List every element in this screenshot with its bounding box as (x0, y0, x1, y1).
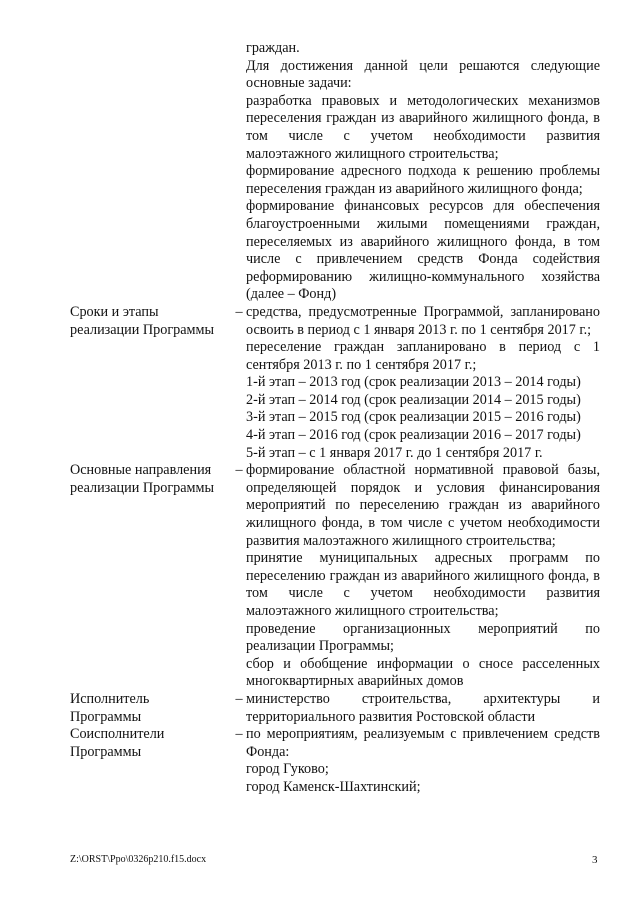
section-dash: – (235, 690, 243, 707)
intro-paragraph: формирование финансовых ресурсов для обеспечения благоустроенными жилыми помещениями граждан, переселяемых из аварийного жилищного фонда, в том числе с привлечением средств Фонда содействия реформированию жилищно-коммунального хозяйства (далее – Фонд) (246, 198, 600, 303)
section-label (70, 726, 232, 796)
section-value (246, 726, 600, 796)
section-label (70, 304, 232, 462)
passport-table (70, 40, 600, 797)
section-paragraph: проведение организационных мероприятий по реализации Программы; (246, 620, 600, 655)
section-timeline (70, 304, 600, 462)
intro-dash-cell (232, 40, 246, 304)
section-label-line: Программы (70, 743, 142, 760)
section-dash: – (235, 303, 243, 320)
page-number: 3 (592, 854, 598, 866)
section-paragraph: переселение граждан запланировано в период с 1 сентября 2013 г. по 1 сентября 2017 г.; (246, 339, 600, 373)
section-co-executors (70, 726, 600, 796)
section-label-line: Программы (70, 708, 142, 725)
intro-row (70, 40, 600, 304)
section-label (70, 462, 232, 691)
section-paragraph: по мероприятиям, реализуемым с привлечением средств Фонда: (246, 726, 600, 760)
section-dash: – (235, 726, 243, 743)
intro-paragraph: Для достижения данной цели решаются следующие основные задачи: (246, 57, 600, 92)
section-value (246, 462, 600, 691)
section-label (70, 691, 232, 726)
intro-value-cell (246, 40, 600, 304)
stage-line: 1-й этап – 2013 год (срок реализации 2013 – 2014 годы) (246, 374, 581, 391)
section-paragraph: город Каменск-Шахтинский; (246, 778, 421, 795)
section-label-line: Соисполнители (70, 726, 165, 743)
section-label-line: Исполнитель (70, 690, 150, 707)
section-paragraph: сбор и обобщение информации о сносе расселенных многоквартирных аварийных домов (246, 655, 600, 690)
section-dash: – (235, 462, 243, 479)
intro-label-cell (70, 40, 232, 304)
section-paragraph: формирование областной нормативной правовой базы, определяющей порядок и условия финансирования мероприятий по переселению граждан из аварийного жилищного фонда, в том числе с учетом необходимости развития малоэтажного жилищного строительства; (246, 462, 600, 549)
section-paragraph: город Гуково; (246, 761, 329, 778)
stage-line: 3-й этап – 2015 год (срок реализации 2015 – 2016 годы) (246, 409, 581, 426)
section-paragraph: министерство строительства, архитектуры и территориального развития Ростовской области (246, 690, 600, 725)
stage-line: 2-й этап – 2014 год (срок реализации 2014 – 2015 годы) (246, 391, 581, 408)
section-label-line: реализации Программы (70, 479, 215, 496)
stage-line: 4-й этап – 2016 год (срок реализации 2016 – 2017 годы) (246, 427, 581, 444)
section-label-line: реализации Программы (70, 321, 215, 338)
section-label-line: Основные направления (70, 462, 212, 479)
section-label-line: Сроки и этапы (70, 303, 159, 320)
stage-line: 5-й этап – с 1 января 2017 г. до 1 сентября 2017 г. (246, 444, 543, 461)
intro-paragraph: формирование адресного подхода к решению проблемы переселения граждан из аварийного жилищного фонда; (246, 163, 600, 197)
section-value (246, 304, 600, 462)
footer-file-path: Z:\ORST\Ppo\0326p210.f15.docx (70, 854, 207, 865)
section-paragraph: средства, предусмотренные Программой, запланировано освоить в период с 1 января 2013 г. по 1 сентября 2017 г.; (246, 303, 600, 338)
section-value (246, 691, 600, 726)
section-paragraph: принятие муниципальных адресных программ по переселению граждан из аварийного жилищного фонда, в том числе с учетом необходимости развития малоэтажного жилищного строительства; (246, 550, 600, 619)
section-directions (70, 462, 600, 691)
intro-paragraph: граждан. (246, 40, 300, 56)
intro-paragraph: разработка правовых и методологических механизмов переселения граждан из аварийного жилищного фонда, в том числе с учетом необходимости развития малоэтажного жилищного строительства; (246, 92, 600, 162)
section-executor (70, 691, 600, 726)
